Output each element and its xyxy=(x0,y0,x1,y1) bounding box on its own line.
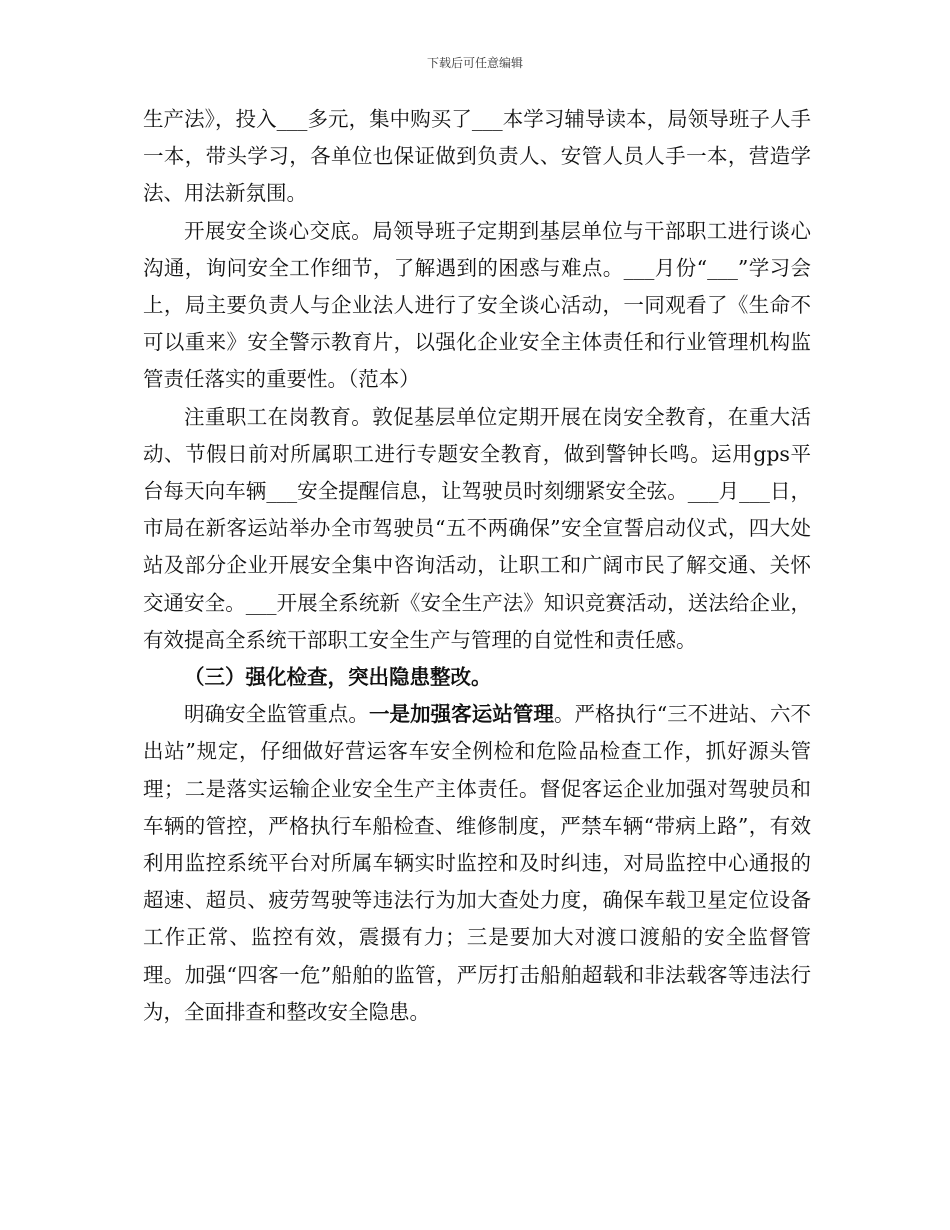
section-heading: （三）强化检查，突出隐患整改。 xyxy=(184,665,492,690)
paragraph: 生产法》，投入___多元，集中购买了___本学习辅导读本，局领导班子人手一本，带头学习，各单位也保证做到负责人、安管人员人手一本，营造学法、用法新氛围。 xyxy=(143,107,811,206)
document-body xyxy=(143,101,811,1031)
paragraph xyxy=(143,696,811,1031)
paragraph-lead: 明确安全监管重点。 xyxy=(184,702,369,727)
paragraph-bold-phrase: 一是加强客运站管理 xyxy=(368,702,554,727)
paragraph: 注重职工在岗教育。敦促基层单位定期开展在岗安全教育，在重大活动、节假日前对所属职工进行专题安全教育，做到警钟长鸣。运用gps平台每天向车辆___安全提醒信息，让驾驶员时刻绷紧安全弦。___月___日，市局在新客运站举办全市驾驶员“五不两确保”安全宣誓启动仪式，四大处站及部分企业开展安全集中咨询活动，让职工和广阔市民了解交通、关怀交通安全。___开展全系统新《安全生产法》知识竞赛活动，送法给企业，有效提高全系统干部职工安全生产与管理的自觉性和责任感。 xyxy=(143,404,811,652)
paragraph-rest: 。严格执行“三不进站、六不出站”规定，仔细做好营运客车安全例检和危险品检查工作，抓好源头管理；二是落实运输企业安全生产主体责任。督促客运企业加强对驾驶员和车辆的管控，严格执行车船检查、维修制度，严禁车辆“带病上路”，有效利用监控系统平台对所属车辆实时监控和及时纠违，对局监控中心通报的超速、超员、疲劳驾驶等违法行为加大查处力度，确保车载卫星定位设备工作正常、监控有效，震摄有力；三是要加大对渡口渡船的安全监督管理。加强“四客一危”船舶的监管，严厉打击船舶超载和非法载客等违法行为，全面排查和整改安全隐患。 xyxy=(143,702,812,1024)
page-header: 下载后可任意编辑 xyxy=(426,56,523,70)
paragraph: 开展安全谈心交底。局领导班子定期到基层单位与干部职工进行谈心沟通，询问安全工作细节，了解遇到的困惑与难点。___月份“___”学习会上，局主要负责人与企业法人进行了安全谈心活动，一同观看了《生命不可以重来》安全警示教育片，以强化企业安全主体责任和行业管理机构监管责任落实的重要性。（范本） xyxy=(143,218,811,392)
